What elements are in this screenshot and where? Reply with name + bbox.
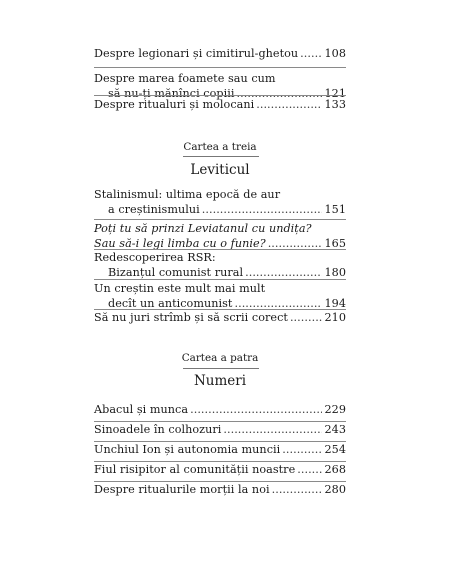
- entry-divider: [94, 441, 346, 442]
- entry-title-continued: a creștinismului: [108, 202, 200, 216]
- page-number: 280: [324, 483, 346, 496]
- page-number: 133: [324, 98, 346, 111]
- entry-title: Sinoadele în colhozuri: [94, 423, 222, 436]
- page-number: 180: [324, 265, 346, 279]
- entry-title: Despre ritualurile morții la noi: [94, 483, 270, 496]
- part-label: Cartea a patra: [181, 352, 259, 364]
- dot-leader: [256, 98, 322, 113]
- dot-leader: [290, 311, 323, 326]
- page-number: 194: [324, 296, 346, 310]
- entry-divider: [94, 67, 346, 68]
- entry-title: Să nu juri strîmb și să scrii corect: [94, 311, 288, 324]
- page-number: 210: [324, 311, 346, 324]
- dot-leader: [190, 403, 322, 418]
- dot-leader: [202, 203, 323, 218]
- toc-entry: [94, 222, 346, 251]
- toc-entry: [94, 423, 346, 438]
- toc-entry: [94, 188, 346, 217]
- page-number: 243: [324, 423, 346, 436]
- entry-title: Stalinismul: ultima epocă de aur: [94, 188, 281, 201]
- page-number: 229: [324, 403, 346, 416]
- part-label: Cartea a treia: [183, 141, 257, 153]
- toc-entry: [94, 311, 346, 326]
- toc-entry: [94, 98, 346, 113]
- dot-leader: [272, 483, 323, 498]
- entry-title-continued: Bizanțul comunist rural: [108, 265, 244, 279]
- page-number: 121: [324, 86, 346, 100]
- page-number: 254: [324, 443, 346, 456]
- toc-entry: [94, 483, 346, 498]
- entry-title-continued: decît un anticomunist: [108, 296, 233, 310]
- toc-entry: [94, 47, 346, 62]
- toc-entry: [94, 443, 346, 458]
- entry-title: Despre marea foamete sau cum: [94, 72, 276, 85]
- dot-leader: [245, 266, 322, 281]
- page-number: 151: [324, 202, 346, 216]
- entry-title-continued: să nu-ți mănînci copiii: [108, 86, 235, 100]
- dot-leader: [300, 47, 322, 62]
- entry-divider: [94, 421, 346, 422]
- entry-divider: [94, 219, 346, 220]
- entry-divider: [94, 481, 346, 482]
- entry-title-continued: Sau să-i legi limba cu o funie?: [94, 236, 266, 250]
- toc-entry: [94, 463, 346, 478]
- entry-title: Despre legionari și cimitirul-ghetou: [94, 47, 299, 60]
- book-title: Numeri: [193, 373, 247, 389]
- part-underline: [183, 368, 259, 369]
- entry-divider: [94, 95, 346, 96]
- entry-divider: [94, 279, 346, 280]
- page-number: 268: [324, 463, 346, 476]
- entry-title: Poți tu să prinzi Leviatanul cu undița?: [94, 222, 312, 235]
- entry-divider: [94, 309, 346, 310]
- toc-entry: [94, 251, 346, 280]
- dot-leader: [282, 443, 322, 458]
- part-underline: [183, 156, 259, 157]
- entry-title: Unchiul Ion și autonomia muncii: [94, 443, 281, 456]
- toc-entry: [94, 403, 346, 418]
- toc-entry: [94, 72, 346, 101]
- page-number: 165: [324, 236, 346, 250]
- entry-title: Redescoperirea RSR:: [94, 251, 216, 264]
- page-number: 108: [324, 47, 346, 60]
- entry-title: Abacul și munca: [94, 403, 189, 416]
- entry-title: Despre ritualuri și molocani: [94, 98, 255, 111]
- entry-divider: [94, 249, 346, 250]
- entry-title: Fiul risipitor al comunității noastre: [94, 463, 296, 476]
- dot-leader: [297, 463, 322, 478]
- entry-divider: [94, 461, 346, 462]
- toc-entry: [94, 282, 346, 311]
- entry-title: Un creștin este mult mai mult: [94, 282, 266, 295]
- book-title: Leviticul: [190, 162, 250, 178]
- dot-leader: [223, 423, 322, 438]
